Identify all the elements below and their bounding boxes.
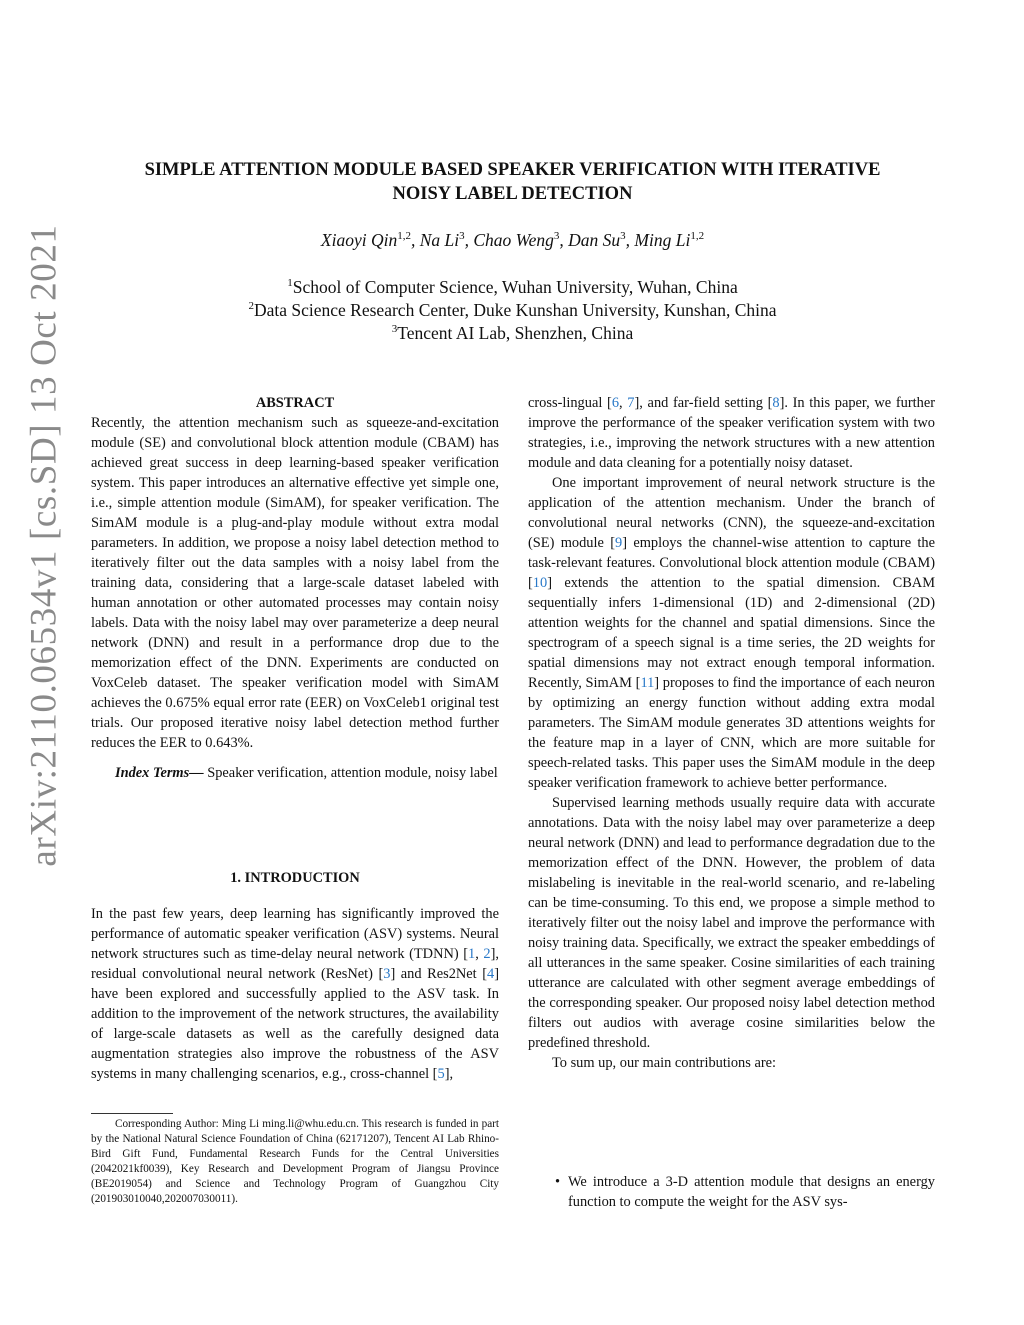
right-paragraph-1 (528, 393, 935, 473)
author-affiliation-marker: 3 (459, 230, 465, 243)
footnote (91, 1117, 499, 1207)
author-affiliation-marker: 1,2 (690, 230, 705, 243)
paragraph-text-run: ] employs the channel-wise attention to capture the task-relevant features. Convolutional block attention module (CBAM) [ (528, 535, 936, 591)
paragraph-text-run: ], (444, 1066, 454, 1082)
author-name: Xiaoyi Qin (320, 230, 398, 250)
author-affiliation-marker: 3 (620, 230, 626, 243)
citation-link[interactable]: 7 (627, 395, 635, 411)
introduction-heading: 1. INTRODUCTION (230, 870, 360, 886)
arxiv-identifier (0, 130, 88, 960)
affiliation-marker: 3 (391, 323, 398, 336)
affiliation-2 (90, 300, 935, 321)
abstract-heading: ABSTRACT (255, 395, 335, 411)
author-list: Xiaoyi Qin$^{1,2}$, Na Li$^3$, Chao Weng$^3$, Dan Su$^3$, Ming Li$^{1,2}$ (320, 230, 705, 250)
affiliation-1 (90, 277, 935, 298)
paragraph-text-run: ]. In this paper, we further improve the performance of the speaker verification system with two strategies, i.e., improving the network structures with a new attention module and data cleaning for a potentially noisy dataset. (528, 395, 936, 471)
list-item-text: We introduce a 3-D attention module that designs an energy function to compute the weight for the ASV sys- (568, 1174, 935, 1210)
paragraph-text-run: ] and Res2Net [ (390, 966, 487, 982)
footnote-text: Corresponding Author: Ming Li ming.li@whu.edu.cn. This research is funded in part by the National Natural Science Foundation of China (62171207), Tencent AI Lab Rhino-Bird Gift Fund, Fundamental Research Funds for the Central Universities (2042021kf0039), Key Research and Development Program of Jiangsu Province (BE2019054) and Science and Technology Program of Guangzhou City (201903010040,202007030011). (91, 1118, 499, 1205)
affiliation-text: Tencent AI Lab, Shenzhen, China (397, 323, 634, 343)
right-column (528, 393, 935, 1073)
citation-link[interactable]: 3 (383, 966, 391, 982)
index-terms-text: Speaker verification, attention module, noisy label (203, 765, 498, 781)
index-terms (91, 763, 499, 783)
citation-link[interactable]: 9 (615, 535, 623, 551)
footnote-divider (91, 1113, 173, 1114)
paragraph-text-run: One important improvement of neural network structure is the application of the attention mechanism. Under the branch of convolutional neural networks (CNN), the squeeze-and-excitation (SE) module [ (528, 475, 935, 551)
bullet-icon: • (554, 1174, 560, 1190)
introduction-section (91, 868, 499, 1084)
introduction-paragraph-1 (91, 904, 499, 1084)
citation-link[interactable]: 1 (468, 946, 476, 962)
citation-link[interactable]: 8 (772, 395, 780, 411)
author-affiliation-marker: 1,2 (397, 230, 411, 243)
paragraph-text-run: cross-lingual [ (528, 395, 612, 411)
paragraph-text-run: ], residual convolutional neural network (ResNet) [ (91, 946, 499, 982)
citation-link[interactable]: 11 (640, 675, 655, 691)
abstract-text: Recently, the attention mechanism such as squeeze-and-excitation module (SE) and convolutional block attention module (CBAM) has achieved great success in deep learning-based speaker verification system. This paper introduces an alternative effective yet simple one, i.e., simple attention module (SimAM), for speaker verification. The SimAM module is a plug-and-play module without extra modal parameters. In addition, we propose a noisy label detection method to iteratively filter out the data samples with a noisy label from the training data, considering that a large-scale dataset labeled with human annotation or other automated processes may contain noisy labels. Data with the noisy label may over parameterize a deep neural network (DNN) and result in a performance drop due to the memorization effect of the DNN. Experiments are conducted on VoxCeleb dataset. The speaker verification model with SimAM achieves the 0.675% equal error rate (EER) on VoxCeleb1 original test trials. Our proposed iterative noisy label detection method further reduces the EER to 0.643%. (91, 415, 499, 751)
right-paragraph-2 (528, 473, 935, 793)
citation-link[interactable]: 5 (437, 1066, 445, 1082)
paragraph-text-run: ] have been explored and successfully applied to the ASV task. In addition to the improvement of the network structures, the availability of large-scale datasets as well as the carefully designed data augmentation strategies also improve the robustness of the ASV systems in many challenging scenarios, e.g., cross-channel [ (91, 966, 499, 1082)
affiliation-3 (90, 323, 935, 344)
paragraph-text-run: In the past few years, deep learning has significantly improved the performance of automatic speaker verification (ASV) systems. Neural network structures such as time-delay neural network (TDNN) [ (91, 906, 499, 962)
paragraph-text-run: ], and far-field setting [ (634, 395, 773, 411)
right-paragraph-4: To sum up, our main contributions are: (552, 1055, 777, 1071)
citation-link[interactable]: 4 (487, 966, 495, 982)
list-item (528, 1172, 935, 1212)
contributions-list (528, 1172, 935, 1212)
paper-title (90, 158, 935, 206)
affiliation-marker: 1 (287, 277, 293, 290)
left-column (91, 393, 499, 783)
paragraph-text-run: ] proposes to find the importance of each neuron by optimizing an energy function without adding extra modal parameters. The SimAM module generates 3D attentions weights for the feature map in a layer of CNN, which are more suitable for speech-related tasks. This paper uses the SimAM module in the deep speaker verification framework to achieve better performance. (528, 675, 935, 791)
affiliation-text: Data Science Research Center, Duke Kunshan University, Kunshan, China (253, 300, 777, 320)
arxiv-identifier-text: arXiv:2110.06534v1 [cs.SD] 13 Oct 2021 (23, 223, 65, 867)
index-terms-label: Index Terms— (115, 765, 204, 781)
author-name: Na Li (419, 230, 460, 250)
author-name: Dan Su (568, 230, 621, 250)
citation-link[interactable]: 2 (483, 946, 491, 962)
paper-title-line-2: NOISY LABEL DETECTION (392, 184, 633, 204)
author-name: Chao Weng (473, 230, 554, 250)
citation-link[interactable]: 10 (532, 575, 548, 591)
right-paragraph-3: Supervised learning methods usually require data with accurate annotations. Data with the noisy label may over parameterize a deep neural network (DNN) and lead to performance degradation due to the memorization effect of the DNN. However, the problem of data mislabeling is inevitable in the real-world scenario, and re-labeling can be time-consuming. To this end, we propose a simple method to iteratively filter out the noisy label and improve the performance with noisy training data. Specifically, we extract the speaker embeddings of all utterances in the same speaker. Cosine similarities of each training utterance are calculated with other segment average embeddings of the corresponding speaker. Our proposed noisy label detection method filters out audios with average cosine similarities below the predefined threshold. (528, 795, 935, 1051)
author-name: Ming Li (634, 230, 691, 250)
citation-link[interactable]: 6 (611, 395, 620, 411)
paragraph-text-run: ] extends the attention to the spatial dimension. CBAM sequentially infers 1-dimensional (1D) and 2-dimensional (2D) attention weights for the channel and spatial dimensions. Since the spectrogram of a speech signal is a time series, the 2D weights for spatial dimensions may not extract enough temporal information. Recently, SimAM [ (528, 575, 935, 691)
affiliation-text: School of Computer Science, Wuhan University, Wuhan, China (292, 277, 738, 297)
paragraph-text-run: , (475, 946, 484, 962)
affiliation-marker: 2 (248, 300, 254, 313)
paragraph-text-run: , (619, 395, 628, 411)
paper-title-line-1: SIMPLE ATTENTION MODULE BASED SPEAKER VERIFICATION WITH ITERATIVE (144, 160, 881, 180)
author-affiliation-marker: 3 (553, 230, 560, 243)
